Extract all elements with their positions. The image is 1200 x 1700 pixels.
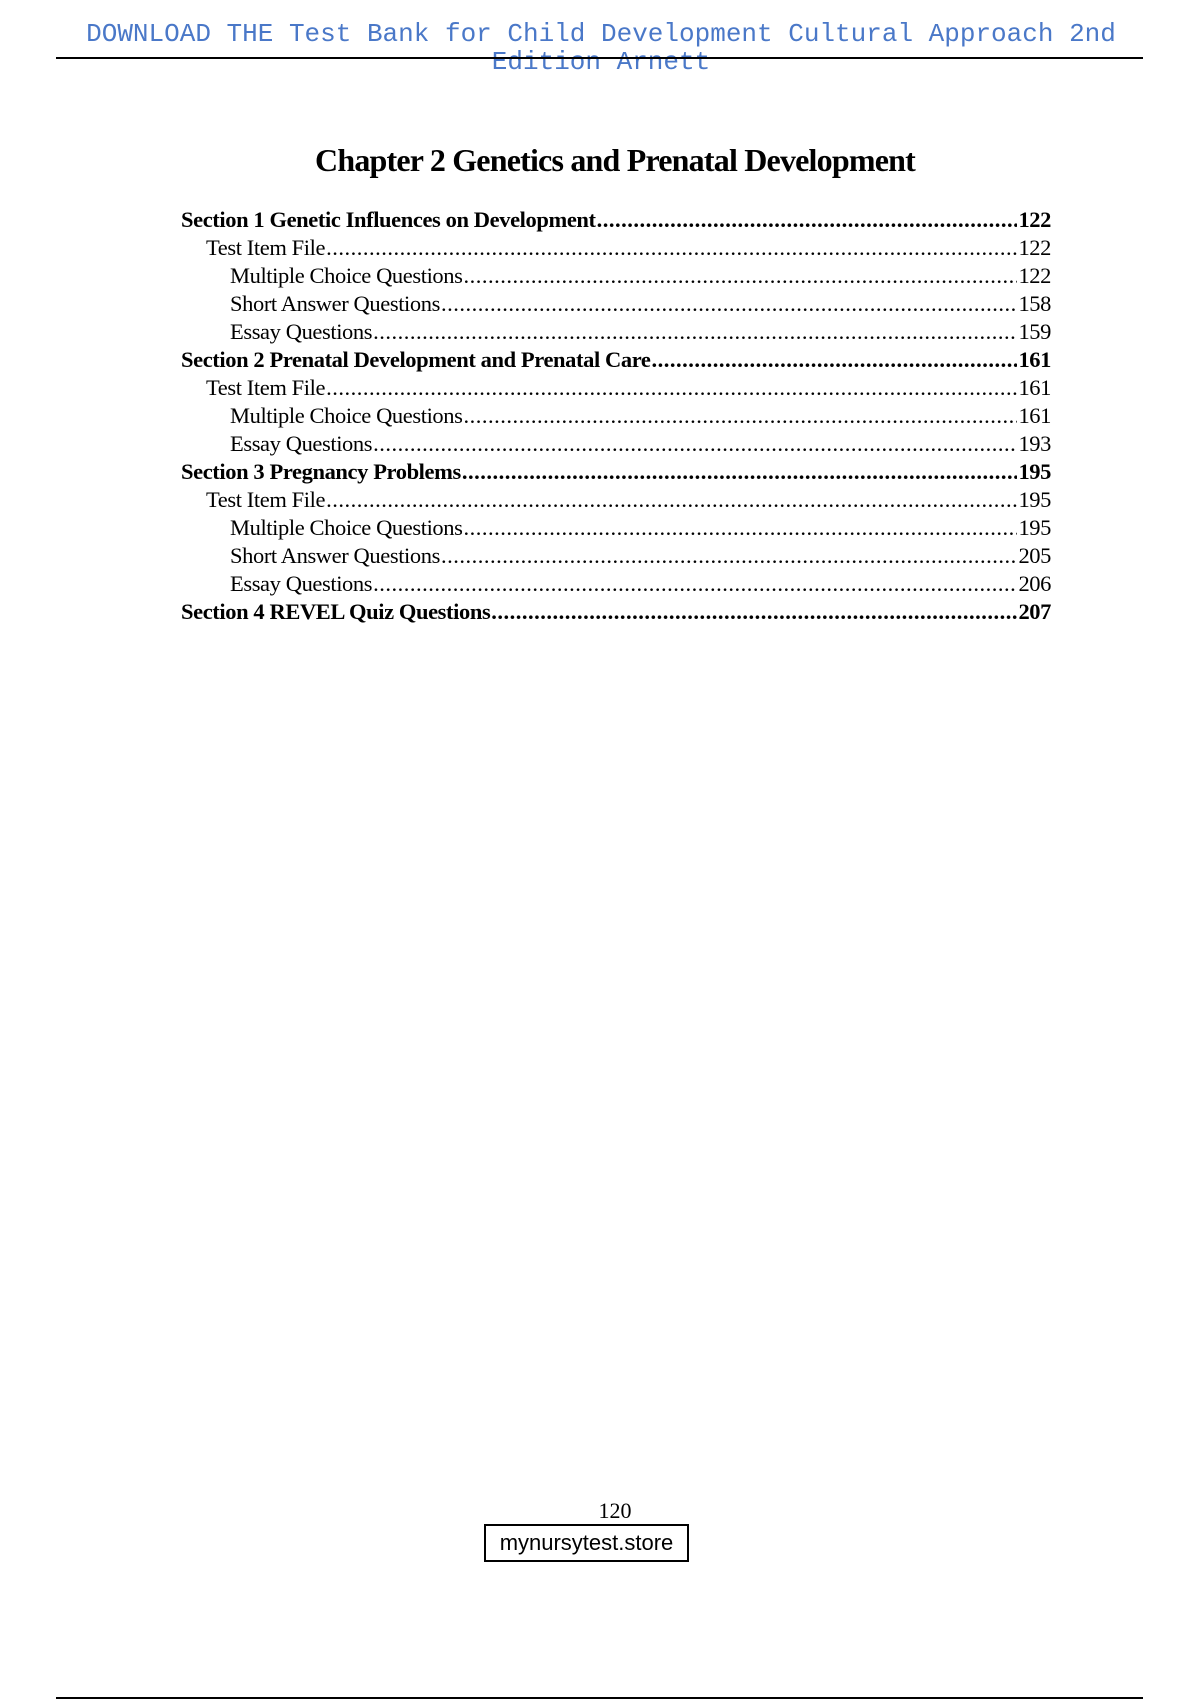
- toc-dot-leader: [652, 346, 1018, 374]
- toc-dot-leader: [326, 486, 1017, 514]
- toc-entry-page: 206: [1018, 571, 1051, 596]
- toc-dot-leader: [491, 598, 1017, 626]
- toc-dot-leader: [597, 206, 1018, 234]
- toc-entry[interactable]: [181, 318, 1051, 346]
- toc-entry-label: Multiple Choice Questions: [230, 403, 463, 428]
- toc-entry[interactable]: [181, 430, 1051, 458]
- toc-dot-leader: [373, 430, 1017, 458]
- toc-entry-label: Section 4 REVEL Quiz Questions: [181, 599, 491, 624]
- toc-entry-page: 195: [1018, 487, 1051, 512]
- watermark-stamp: mynursytest.store: [484, 1524, 689, 1562]
- toc-entry[interactable]: [181, 542, 1051, 570]
- toc-entry[interactable]: [181, 514, 1051, 542]
- toc-entry[interactable]: [181, 374, 1051, 402]
- toc-dot-leader: [463, 402, 1017, 430]
- toc-entry-label: Multiple Choice Questions: [230, 263, 463, 288]
- toc-entry[interactable]: [181, 262, 1051, 290]
- toc-dot-leader: [441, 542, 1017, 570]
- toc-entry-page: 161: [1018, 375, 1051, 400]
- toc-entry-label: Essay Questions: [230, 319, 373, 344]
- toc-entry-page: 161: [1018, 403, 1051, 428]
- toc-entry-page: 207: [1018, 599, 1051, 624]
- toc-entry-label: Short Answer Questions: [230, 291, 440, 316]
- toc-entry-page: 122: [1018, 207, 1051, 232]
- toc-dot-leader: [463, 262, 1017, 290]
- toc-section-entry[interactable]: [181, 206, 1051, 234]
- toc-entry-label: Section 3 Pregnancy Problems: [181, 459, 461, 484]
- toc-dot-leader: [326, 234, 1017, 262]
- toc-entry-page: 195: [1018, 459, 1051, 484]
- toc-entry[interactable]: [181, 486, 1051, 514]
- page-number: 120: [598, 1498, 632, 1523]
- toc-entry-label: Section 1 Genetic Influences on Development: [181, 207, 596, 232]
- toc-entry-page: 195: [1018, 515, 1051, 540]
- toc-entry-page: 158: [1018, 291, 1051, 316]
- toc-section-entry[interactable]: [181, 598, 1051, 626]
- toc-entry-label: Test Item File: [206, 375, 326, 400]
- toc-entry-label: Test Item File: [206, 235, 326, 260]
- toc-entry[interactable]: [181, 290, 1051, 318]
- toc-dot-leader: [462, 458, 1018, 486]
- header-banner: DOWNLOAD THE Test Bank for Child Development Cultural Approach 2nd Edition Arnett: [86, 19, 1116, 77]
- toc-entry-label: Test Item File: [206, 487, 326, 512]
- toc-entry-page: 122: [1018, 263, 1051, 288]
- toc-dot-leader: [373, 570, 1017, 598]
- footer-divider: [56, 1697, 1143, 1699]
- toc-entry-label: Short Answer Questions: [230, 543, 440, 568]
- toc-entry-label: Multiple Choice Questions: [230, 515, 463, 540]
- toc-entry-label: Essay Questions: [230, 431, 373, 456]
- toc-dot-leader: [463, 514, 1017, 542]
- toc-dot-leader: [326, 374, 1017, 402]
- toc-entry-page: 159: [1018, 319, 1051, 344]
- toc-entry-label: Essay Questions: [230, 571, 373, 596]
- toc-dot-leader: [373, 318, 1017, 346]
- toc-entry-label: Section 2 Prenatal Development and Prenatal Care: [181, 347, 651, 372]
- toc-entry-page: 122: [1018, 235, 1051, 260]
- toc-section-entry[interactable]: [181, 458, 1051, 486]
- toc-entry[interactable]: [181, 234, 1051, 262]
- toc-entry-page: 161: [1018, 347, 1051, 372]
- toc-section-entry[interactable]: [181, 346, 1051, 374]
- toc-entry-page: 205: [1018, 543, 1051, 568]
- toc-entry[interactable]: [181, 570, 1051, 598]
- chapter-title: Chapter 2 Genetics and Prenatal Development: [315, 142, 915, 178]
- toc-dot-leader: [441, 290, 1017, 318]
- toc-entry-page: 193: [1018, 431, 1051, 456]
- table-of-contents: [181, 206, 1051, 626]
- header-divider: [56, 57, 1143, 59]
- toc-entry[interactable]: [181, 402, 1051, 430]
